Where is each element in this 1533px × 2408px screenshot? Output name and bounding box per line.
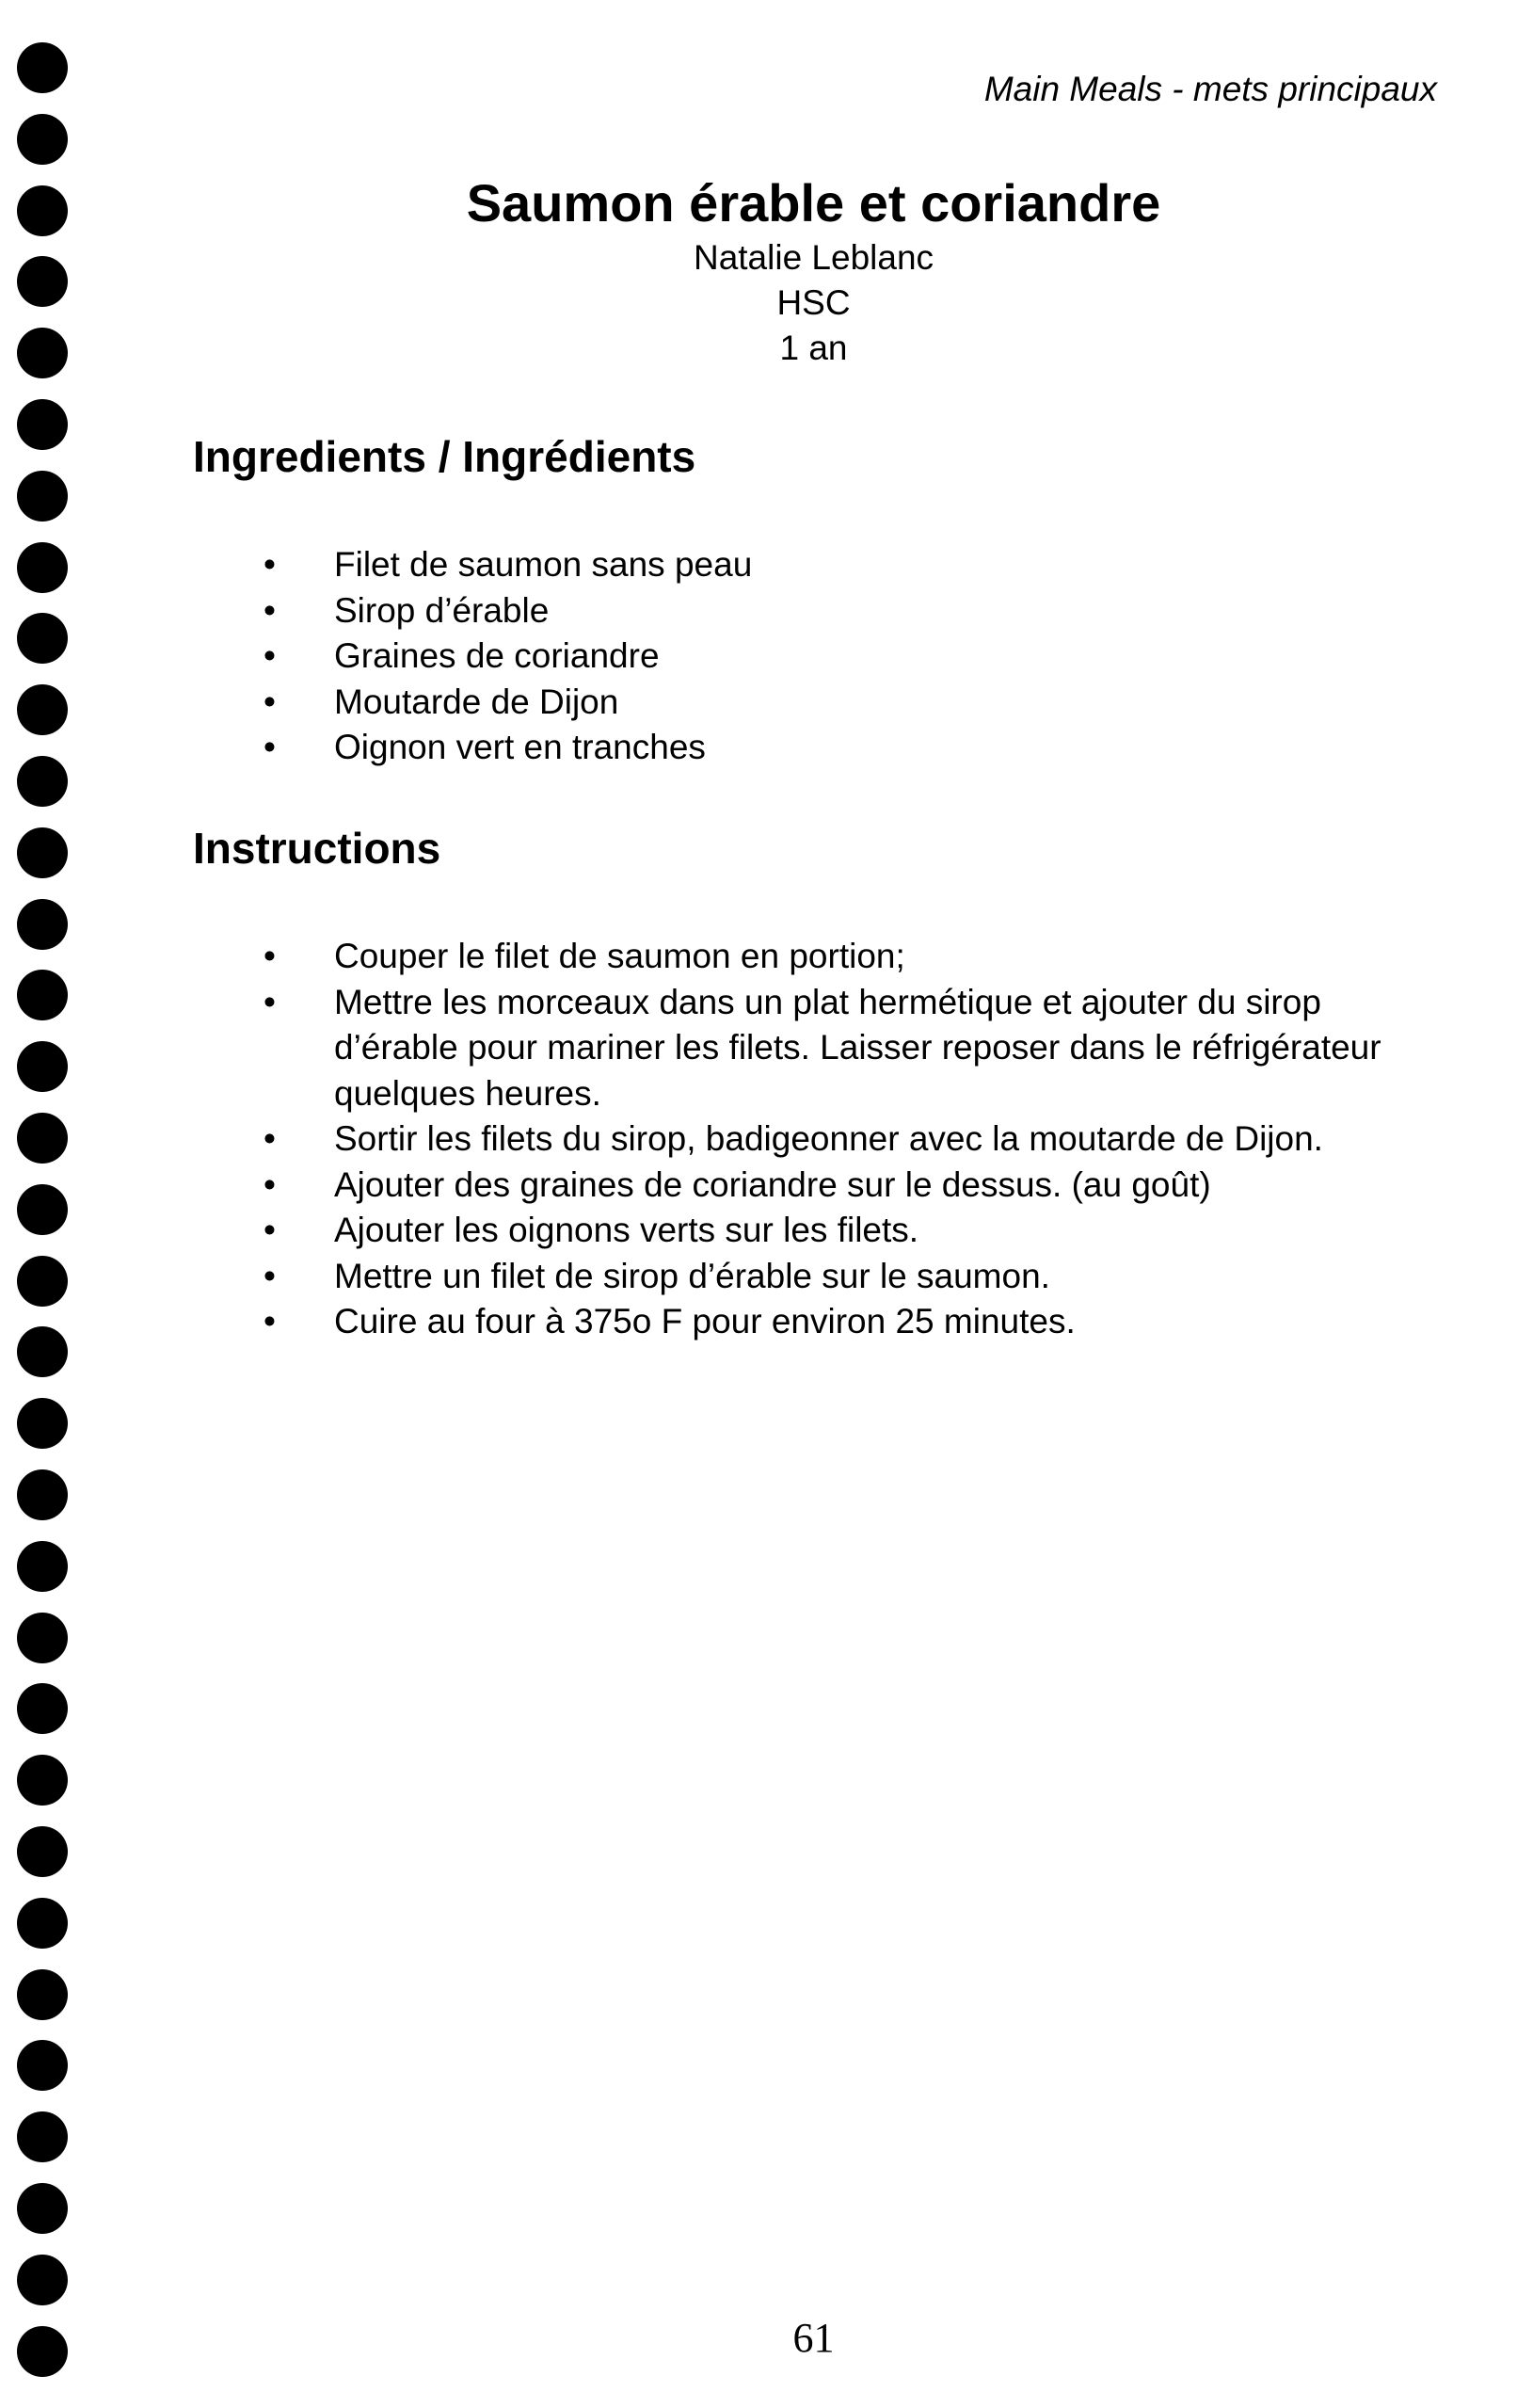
recipe-grade: 1 an xyxy=(779,329,848,367)
ingredient-item xyxy=(263,542,1421,588)
ingredient-text: Graines de coriandre xyxy=(334,636,660,675)
binding-hole xyxy=(17,542,68,593)
binding-hole xyxy=(17,1256,68,1307)
binding-hole xyxy=(17,2040,68,2091)
instruction-step xyxy=(263,980,1421,1117)
instruction-step xyxy=(263,1299,1421,1345)
ingredient-item xyxy=(263,725,1421,771)
bullet-icon: • xyxy=(263,937,276,975)
ingredient-item xyxy=(263,634,1421,680)
page-number: 61 xyxy=(792,2315,835,2361)
binding-hole xyxy=(17,613,68,664)
ingredient-text: Oignon vert en tranches xyxy=(334,728,706,766)
binding-hole xyxy=(17,2183,68,2234)
binding-hole xyxy=(17,1683,68,1734)
instruction-step xyxy=(263,1254,1421,1300)
bullet-icon: • xyxy=(263,682,276,721)
binding-hole xyxy=(17,42,68,93)
binding-hole xyxy=(17,399,68,450)
binding-hole xyxy=(17,1326,68,1377)
binding-hole xyxy=(17,1969,68,2020)
binding-hole xyxy=(17,471,68,522)
binding-hole xyxy=(17,1184,68,1235)
bullet-icon: • xyxy=(263,545,276,584)
binding-hole xyxy=(17,899,68,950)
bullet-icon: • xyxy=(263,1302,276,1340)
binding-hole xyxy=(17,2255,68,2305)
recipe-group: HSC xyxy=(776,283,851,322)
ingredients-heading: Ingredients / Ingrédients xyxy=(193,432,696,481)
binding-hole xyxy=(17,756,68,807)
instruction-step xyxy=(263,1116,1421,1163)
bullet-icon: • xyxy=(263,1211,276,1249)
spiral-binding xyxy=(17,42,70,2386)
ingredient-item xyxy=(263,588,1421,634)
ingredient-text: Sirop d’érable xyxy=(334,590,550,630)
instruction-text: Ajouter les oignons verts sur les filets. xyxy=(334,1211,919,1249)
binding-hole xyxy=(17,114,68,165)
binding-hole xyxy=(17,827,68,878)
binding-hole xyxy=(17,1898,68,1949)
instruction-text: Mettre un filet de sirop d’érable sur le saumon. xyxy=(334,1256,1050,1295)
binding-hole xyxy=(17,1613,68,1663)
ingredient-text: Filet de saumon sans peau xyxy=(334,545,753,584)
binding-hole xyxy=(17,1113,68,1164)
bullet-icon: • xyxy=(263,982,276,1021)
bullet-icon: • xyxy=(263,1164,276,1204)
instruction-text: Cuire au four à 375o F pour environ 25 minutes. xyxy=(334,1302,1076,1340)
instruction-step xyxy=(263,934,1421,980)
binding-hole xyxy=(17,1541,68,1592)
binding-hole xyxy=(17,2111,68,2162)
ingredient-text: Moutarde de Dijon xyxy=(334,682,619,721)
recipe-author: Natalie Leblanc xyxy=(693,238,934,277)
bullet-icon: • xyxy=(263,590,276,630)
binding-hole xyxy=(17,1826,68,1877)
recipe-title: Saumon érable et coriandre xyxy=(466,173,1161,233)
binding-hole xyxy=(17,1469,68,1520)
recipe-title-block xyxy=(0,171,1533,371)
instruction-text: Ajouter des graines de coriandre sur le dessus. (au goût) xyxy=(334,1164,1211,1204)
bullet-icon: • xyxy=(263,1119,276,1158)
instruction-text: Couper le filet de saumon en portion; xyxy=(334,937,905,975)
binding-hole xyxy=(17,970,68,1020)
bullet-icon: • xyxy=(263,1256,276,1295)
instruction-text: Mettre les morceaux dans un plat hermétique et ajouter du sirop d’érable pour mariner les filets. Laisser reposer dans le réfrigérateur quelques heures. xyxy=(334,982,1381,1113)
binding-hole xyxy=(17,1398,68,1449)
bullet-icon: • xyxy=(263,636,276,675)
instructions-heading: Instructions xyxy=(193,824,441,873)
binding-hole xyxy=(17,1041,68,1092)
instruction-step xyxy=(263,1163,1421,1209)
instruction-step xyxy=(263,1208,1421,1254)
bullet-icon: • xyxy=(263,728,276,766)
ingredient-item xyxy=(263,680,1421,726)
ingredients-list xyxy=(263,542,1421,771)
binding-hole xyxy=(17,1755,68,1806)
page-header: Main Meals - mets principaux xyxy=(983,70,1437,108)
binding-hole xyxy=(17,684,68,735)
instruction-text: Sortir les filets du sirop, badigeonner avec la moutarde de Dijon. xyxy=(334,1119,1323,1158)
instructions-list xyxy=(263,934,1421,1345)
